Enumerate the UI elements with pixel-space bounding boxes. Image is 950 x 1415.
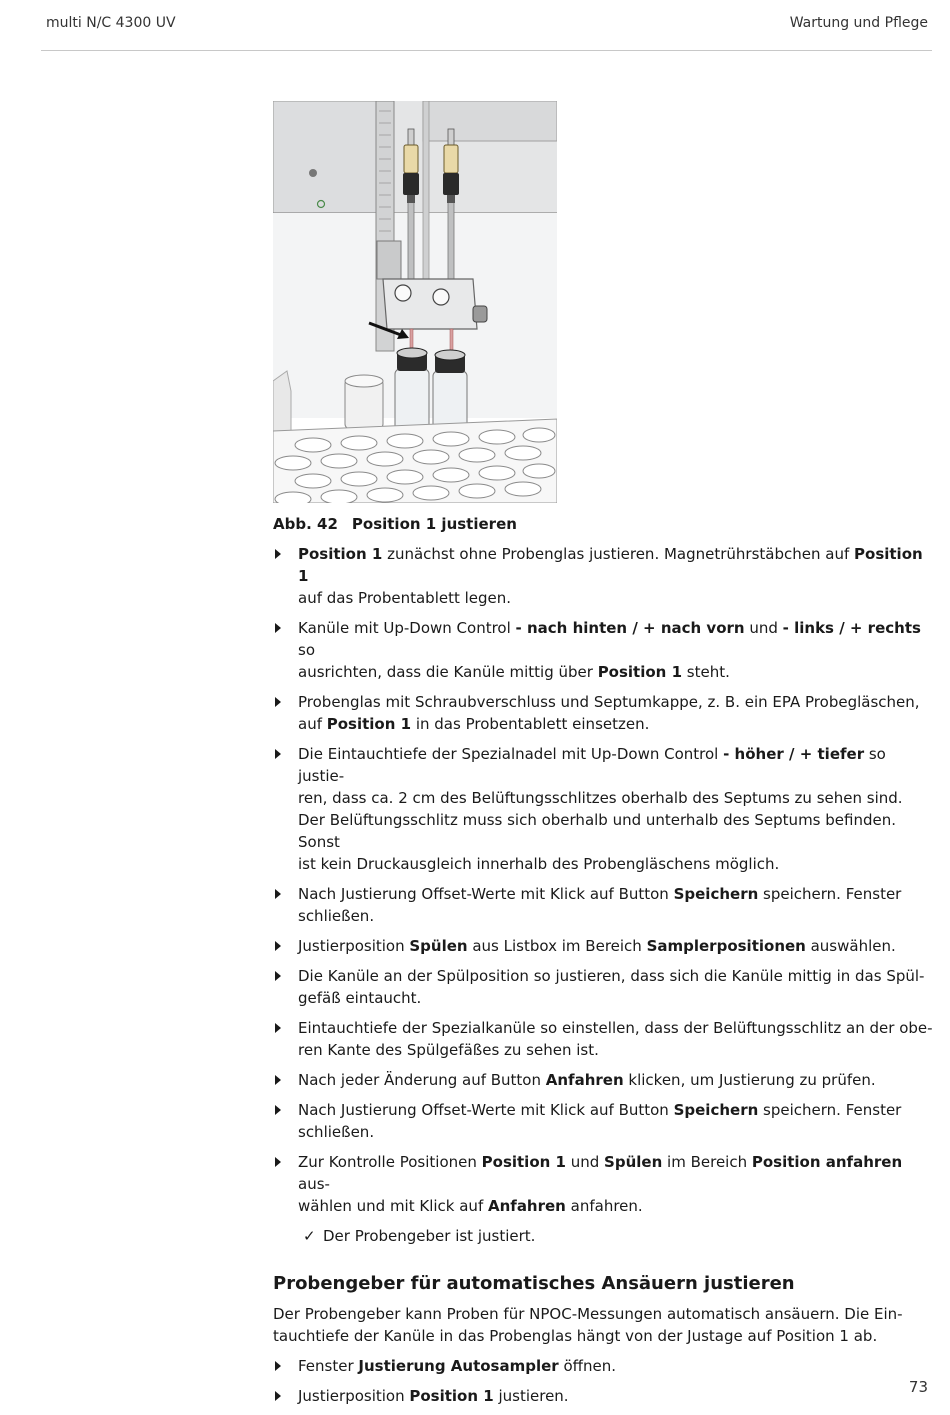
text-line: Der Belüftungsschlitz muss sich oberhalb und unterhalb des Septums befinden. Sonst: [298, 811, 896, 851]
figure-caption: [273, 515, 517, 533]
step-arrow-icon: [275, 1361, 281, 1371]
text-line: Eintauchtiefe der Spezialkanüle so einstellen, dass der Belüftungsschlitz an der obe-: [298, 1019, 933, 1037]
result-line: [273, 1225, 933, 1247]
page-number: 73: [908, 1378, 928, 1396]
text-line: gefäß eintaucht.: [298, 989, 422, 1007]
text-line: Justierposition Spülen aus Listbox im Bereich Samplerpositionen auswählen.: [298, 937, 896, 955]
instruction-step: [273, 543, 933, 609]
instructions: [273, 543, 933, 1415]
text-line: Probenglas mit Schraubverschluss und Septumkappe, z. B. ein EPA Probegläschen,: [298, 693, 920, 711]
text-line: Nach Justierung Offset-Werte mit Klick auf Button Speichern speichern. Fenster: [298, 1101, 902, 1119]
text-line: Nach Justierung Offset-Werte mit Klick auf Button Speichern speichern. Fenster: [298, 885, 902, 903]
text-line: Der Probengeber kann Proben für NPOC-Messungen automatisch ansäuern. Die Ein-: [273, 1305, 903, 1323]
text-line: wählen und mit Klick auf Anfahren anfahren.: [298, 1197, 643, 1215]
section-heading: Probengeber für automatisches Ansäuern justieren: [273, 1273, 795, 1294]
text-line: auf Position 1 in das Probentablett einsetzen.: [298, 715, 650, 733]
instruction-step: [273, 691, 933, 735]
step-arrow-icon: [275, 941, 281, 951]
instruction-step: [273, 743, 933, 875]
text-line: Position 1 zunächst ohne Probenglas justieren. Magnetrührstäbchen auf Position 1: [298, 545, 923, 585]
step-arrow-icon: [275, 1391, 281, 1401]
instruction-step: [273, 965, 933, 1009]
text-line: schließen.: [298, 907, 375, 925]
step-arrow-icon: [275, 1075, 281, 1085]
figure-number: Abb. 42: [273, 515, 338, 533]
instruction-step: [273, 1069, 933, 1091]
text-line: Justierposition Position 1 justieren.: [298, 1387, 569, 1405]
instruction-step: [273, 935, 933, 957]
step-arrow-icon: [275, 549, 281, 559]
step-arrow-icon: [275, 697, 281, 707]
result-text: Der Probengeber ist justiert.: [323, 1227, 536, 1245]
text-line: Fenster Justierung Autosampler öffnen.: [298, 1357, 616, 1375]
figure-title: Position 1 justieren: [351, 515, 517, 533]
step-arrow-icon: [275, 1023, 281, 1033]
text-line: auf das Probentablett legen.: [298, 589, 512, 607]
text-line: Die Eintauchtiefe der Spezialnadel mit Up-Down Control - höher / + tiefer so justie-: [298, 745, 886, 785]
step-arrow-icon: [275, 623, 281, 633]
instruction-step: [273, 1017, 933, 1061]
instruction-step: [273, 1355, 933, 1377]
step-arrow-icon: [275, 1105, 281, 1115]
instruction-step: [273, 1099, 933, 1143]
text-line: Zur Kontrolle Positionen Position 1 und Spülen im Bereich Position anfahren aus-: [298, 1153, 903, 1193]
step-arrow-icon: [275, 971, 281, 981]
text-line: Nach jeder Änderung auf Button Anfahren klicken, um Justierung zu prüfen.: [298, 1071, 876, 1089]
header-divider: [41, 50, 932, 51]
step-arrow-icon: [275, 1157, 281, 1167]
text-line: schließen.: [298, 1123, 375, 1141]
adjustment-steps: [273, 543, 933, 1217]
running-header-product: multi N/C 4300 UV: [46, 15, 176, 31]
instruction-step: [273, 883, 933, 927]
running-header-chapter: Wartung und Pflege: [789, 15, 928, 31]
instruction-step: [273, 1151, 933, 1217]
text-line: Kanüle mit Up-Down Control - nach hinten / + nach vorn und - links / + rechts so: [298, 619, 921, 659]
autosampler-illustration: [273, 101, 557, 503]
section-paragraph: [273, 1303, 933, 1347]
text-line: ausrichten, dass die Kanüle mittig über Position 1 steht.: [298, 663, 730, 681]
step-arrow-icon: [275, 749, 281, 759]
checkmark-icon: ✓: [303, 1227, 316, 1245]
text-line: ren Kante des Spülgefäßes zu sehen ist.: [298, 1041, 599, 1059]
text-line: Die Kanüle an der Spülposition so justieren, dass sich die Kanüle mittig in das Spül-: [298, 967, 925, 985]
instruction-step: [273, 1385, 933, 1407]
text-line: ist kein Druckausgleich innerhalb des Probengläschens möglich.: [298, 855, 780, 873]
instruction-step: [273, 617, 933, 683]
text-line: ren, dass ca. 2 cm des Belüftungsschlitzes oberhalb des Septums zu sehen sind.: [298, 789, 903, 807]
acidification-steps: [273, 1355, 933, 1407]
text-line: tauchtiefe der Kanüle in das Probenglas hängt von der Justage auf Position 1 ab.: [273, 1327, 878, 1345]
step-arrow-icon: [275, 889, 281, 899]
